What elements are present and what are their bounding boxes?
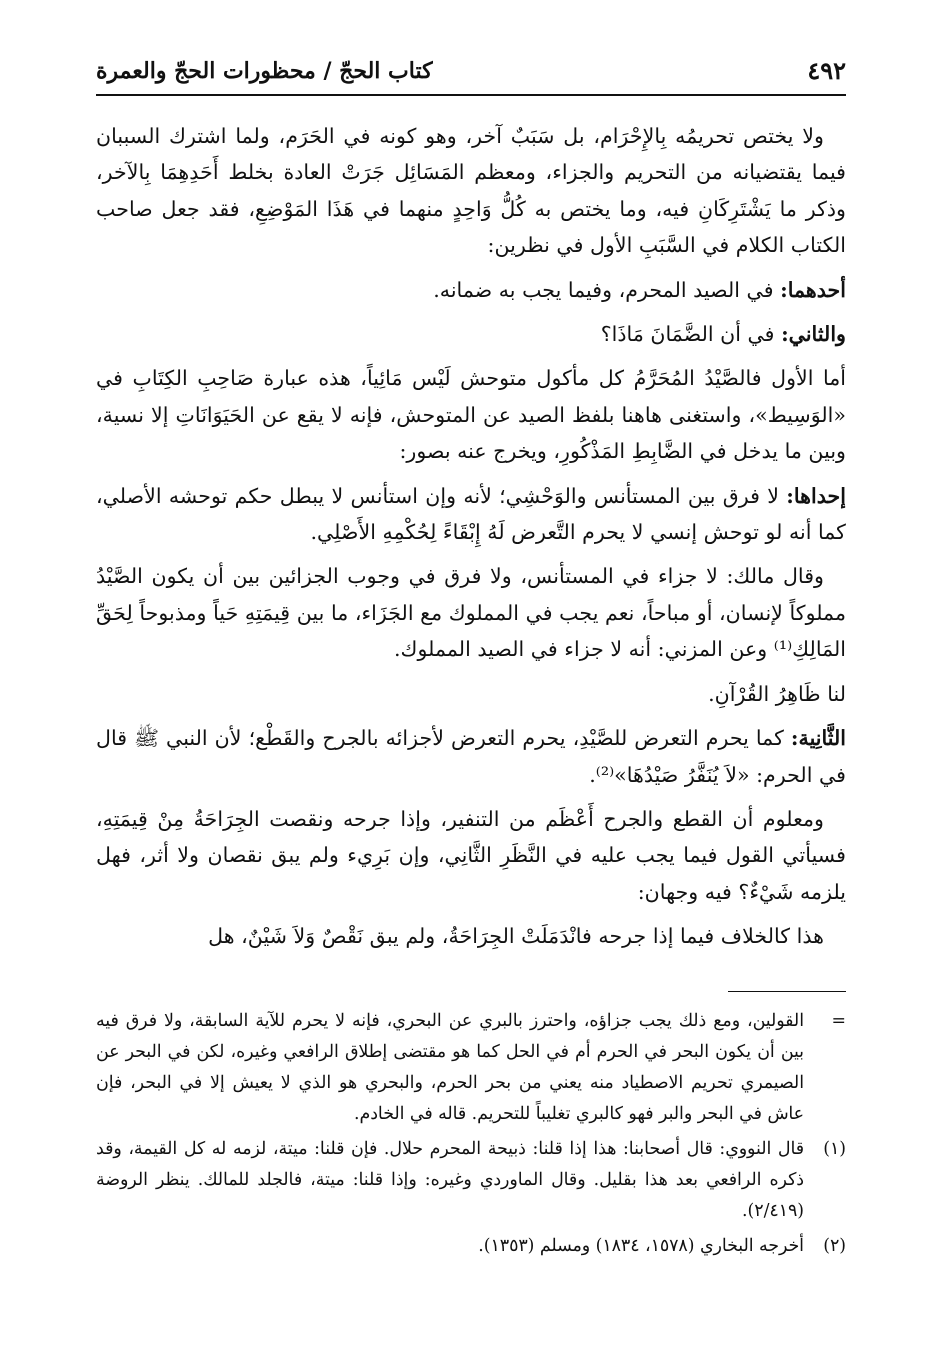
paragraph-text: كما يحرم التعرض للصَّيْدِ، يحرم التعرض لأجزائه بالجرح والقَطْع؛ لأن النبي ﷺ قال في الحرم: «لاَ يُنَفَّرُ صَيْدُهَا»⁽²⁾.: [96, 726, 846, 787]
footnote-text: أخرجه البخاري (١٥٧٨، ١٨٣٤) ومسلم (١٣٥٣).: [478, 1235, 804, 1256]
running-head: كتاب الحجّ / محظورات الحجّ والعمرة: [96, 58, 433, 84]
paragraph-lead: أحدهما:: [780, 277, 846, 302]
main-text: [96, 118, 846, 955]
footnote-2: [96, 1231, 846, 1262]
book-page: [96, 50, 846, 1340]
paragraph-lead: الثَّانِية:: [790, 726, 846, 751]
paragraph: وقال مالك: لا جزاء في المستأنس، ولا فرق في وجوب الجزائين بين أن يكون الصَّيْدُ مملوكاً لإنسان، أو مباحاً، نعم يجب في المملوك مع الجَزَاء، ما بين قِيمَتِهِ حَياً ومذبوحاً لِحَقِّ المَالِكِ⁽¹⁾ وعن المزني: أنه لا جزاء في الصيد المملوك.: [96, 564, 846, 662]
paragraph-text: لا فرق بين المستأنس والوَحْشِي؛ لأنه وإن استأنس لا يبطل حكم توحشه الأصلي، كما أنه لو توحش إنسي لا يحرم التَّعرض لَهُ إِبْقَاءً لِحُكْمِهِ الأَصْلِي.: [96, 483, 846, 545]
footnote-text: قال النووي: قال أصحابنا: هذا إذا قلنا: ذبيحة المحرم حلال. فإن قلنا: ميتة، لزمه له كل القيمة، وقد ذكره الرافعي بعد هذا بقليل. وقال الماوردي وغيره: وإذا قلنا: ميتة، فالجلد للمالك. ينظر الروضة (٢/٤١٩).: [96, 1138, 804, 1221]
footnotes: [96, 1006, 846, 1262]
paragraph: أما الأول فالصَّيْدُ المُحَرَّمُ كل مأكول متوحش لَيْس مَائِياً، هذه عبارة صَاحِبِ الكِتَابِ في «الوَسِيط»، واستغنى هاهنا بلفظ الصيد عن المتوحش، فإنه لا يقع عن الحَيَوَانَاتِ إلا نسية، وبين ما يدخل في الضَّابِطِ المَذْكُورِ، ويخرج عنه بصور:: [96, 366, 846, 464]
paragraph: [96, 478, 846, 551]
footnote-mark: =: [831, 1010, 846, 1031]
footnote-separator: [728, 991, 846, 992]
paragraph-text: في الصيد المحرم، وفيما يجب به ضمانه.: [433, 277, 781, 302]
paragraph: ولا يختص تحريمُه بِالإِحْرَام، بل سَبَبٌ آخر، وهو كونه في الحَرَم، ولما اشترك السببان فيما يقتضيانه من التحريم والجزاء، ومعظم المَسَائِل جَرَتْ العادة بخلط أَحَدِهِمَا بِالآخر، وذكر ما يَشْتَرِكَانِ فيه، وما يختص به كُلُّ وَاحِدٍ منهما في هَذَا المَوْضِعِ، فقد جعل صاحب الكتاب الكلام في السَّبَبِ الأول في نظرين:: [96, 124, 846, 258]
footnote-mark: (١): [823, 1138, 846, 1159]
paragraph: [96, 316, 846, 352]
page-number: ٤٩٢: [807, 56, 846, 85]
footnote-continuation: [96, 1006, 846, 1130]
footnote-text: القولين، ومع ذلك يجب جزاؤه، واحترز بالبري عن البحري، فإنه لا يحرم للآية السابقة، ولا فرق فيه بين أن يكون البحر في الحرم أم في الحل كما هو مقتضى إطلاق الرافعي وغيره، لكن في البحر عن الصيمري تحريم الاصطياد منه يعني من بحر الحرم، والبحري هو الذي لا يعيش إلا في البحر، فإن عاش في البحر والبر فهو كالبري تغليباً للتحريم. قاله في الخادم.: [96, 1010, 804, 1124]
paragraph-text: في أن الضَّمَانَ مَاذَا؟: [600, 322, 782, 347]
paragraph-lead: إحداها:: [786, 483, 846, 508]
page-header: [96, 50, 846, 96]
paragraph-lead: والثاني:: [781, 322, 846, 347]
paragraph: هذا كالخلاف فيما إذا جرحه فانْدَمَلَتْ الجِرَاحَةُ، ولم يبق نَقْصٌ وَلاَ شَيْنٌ، هل: [208, 924, 824, 949]
footnote-1: [96, 1134, 846, 1227]
paragraph: [96, 272, 846, 308]
paragraph: ومعلوم أن القطع والجرح أَعْظَم من التنفير، وإذا جرحه ونقصت الجِرَاحَةُ مِنْ قِيمَتِهِ، فسيأتي القول فيما يجب عليه في النَّظَرِ الثَّانِي، وإن بَرِيء ولم يبق نقصان ولا أثر، فهل يلزمه شَيْءٌ؟ فيه وجهان:: [96, 806, 846, 904]
paragraph: لنا ظَاهِرُ القُرْآنِ.: [708, 681, 846, 706]
paragraph: [96, 720, 846, 793]
footnote-mark: (٢): [823, 1235, 846, 1256]
